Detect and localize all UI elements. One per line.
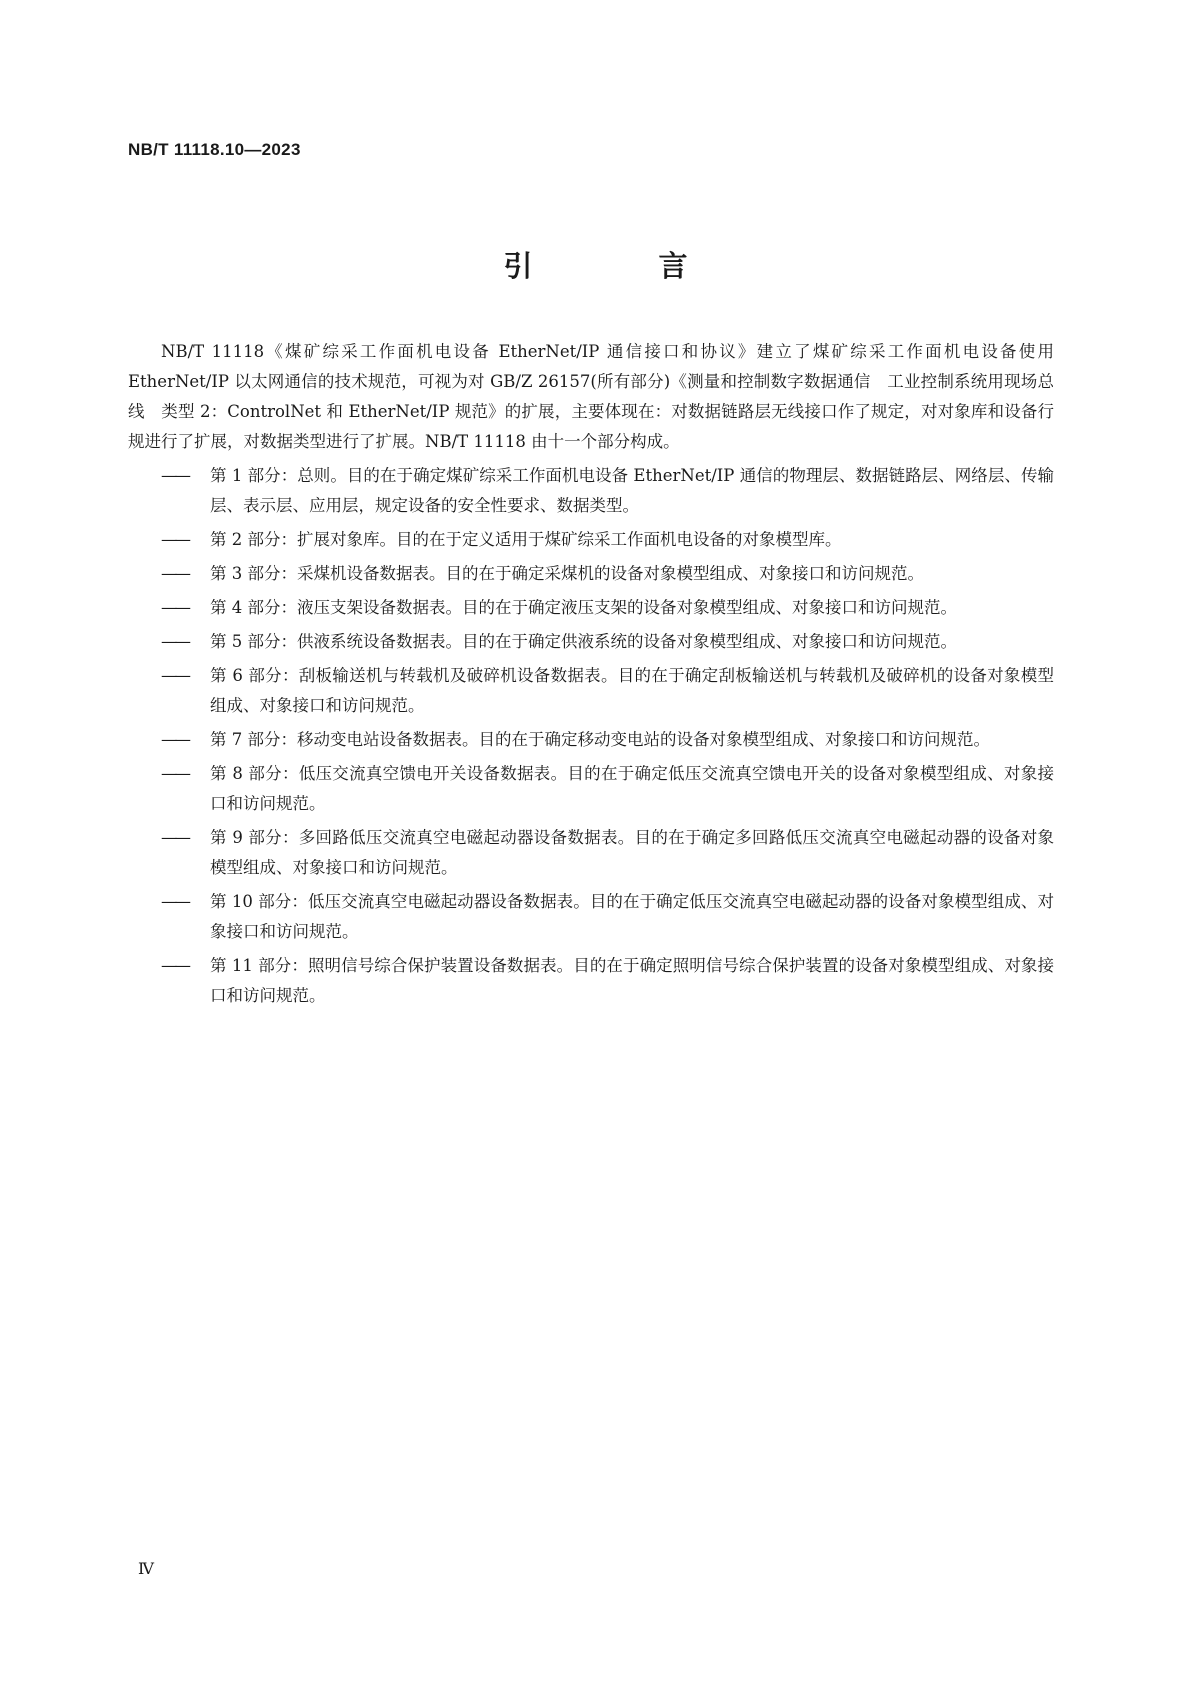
- part-text: 第 2 部分：扩展对象库。目的在于定义适用于煤矿综采工作面机电设备的对象模型库。: [210, 530, 842, 549]
- list-dash: ——: [161, 466, 188, 485]
- list-item: [128, 823, 1054, 883]
- page-number: Ⅳ: [138, 1559, 154, 1578]
- list-dash: ——: [161, 530, 188, 549]
- list-dash: ——: [161, 892, 188, 911]
- part-text: 第 4 部分：液压支架设备数据表。目的在于确定液压支架的设备对象模型组成、对象接口和访问规范。: [210, 598, 957, 617]
- list-item: [128, 593, 1054, 623]
- list-item: [128, 951, 1054, 1011]
- list-dash: ——: [161, 564, 188, 583]
- list-item: [128, 627, 1054, 657]
- list-item: [128, 725, 1054, 755]
- list-dash: ——: [161, 666, 188, 685]
- document-body: [128, 337, 1054, 1011]
- intro-paragraph: NB/T 11118《煤矿综采工作面机电设备 EtherNet/IP 通信接口和协议》建立了煤矿综采工作面机电设备使用 EtherNet/IP 以太网通信的技术规范，可视为对 GB/Z 26157(所有部分)《测量和控制数字数据通信 工业控制系统用现场总线 类型 2：ControlNet 和 EtherNet/IP 规范》的扩展，主要体现在：对数据链路层无线接口作了规定，对对象库和设备行规进行了扩展，对数据类型进行了扩展。NB/T 11118 由十一个部分构成。: [128, 342, 1054, 451]
- part-text: 第 6 部分：刮板输送机与转载机及破碎机设备数据表。目的在于确定刮板输送机与转载机及破碎机的设备对象模型组成、对象接口和访问规范。: [210, 666, 1054, 715]
- part-text: 第 3 部分：采煤机设备数据表。目的在于确定采煤机的设备对象模型组成、对象接口和访问规范。: [210, 564, 924, 583]
- list-item: [128, 525, 1054, 555]
- list-item: [128, 461, 1054, 521]
- list-item: [128, 661, 1054, 721]
- part-text: 第 11 部分：照明信号综合保护装置设备数据表。目的在于确定照明信号综合保护装置的设备对象模型组成、对象接口和访问规范。: [210, 956, 1054, 1005]
- list-dash: ——: [161, 632, 188, 651]
- list-dash: ——: [161, 956, 188, 975]
- list-item: [128, 759, 1054, 819]
- part-text: 第 8 部分：低压交流真空馈电开关设备数据表。目的在于确定低压交流真空馈电开关的设备对象模型组成、对象接口和访问规范。: [210, 764, 1054, 813]
- list-dash: ——: [161, 730, 188, 749]
- parts-list: [128, 461, 1054, 1011]
- part-text: 第 9 部分：多回路低压交流真空电磁起动器设备数据表。目的在于确定多回路低压交流真空电磁起动器的设备对象模型组成、对象接口和访问规范。: [210, 828, 1054, 877]
- list-dash: ——: [161, 598, 188, 617]
- list-dash: ——: [161, 764, 188, 783]
- part-text: 第 5 部分：供液系统设备数据表。目的在于确定供液系统的设备对象模型组成、对象接口和访问规范。: [210, 632, 957, 651]
- page-title: 引 言: [503, 249, 746, 283]
- part-text: 第 1 部分：总则。目的在于确定煤矿综采工作面机电设备 EtherNet/IP 通信的物理层、数据链路层、网络层、传输层、表示层、应用层，规定设备的安全性要求、数据类型。: [210, 466, 1054, 515]
- standard-code: NB/T 11118.10—2023: [128, 140, 301, 159]
- list-item: [128, 559, 1054, 589]
- part-text: 第 10 部分：低压交流真空电磁起动器设备数据表。目的在于确定低压交流真空电磁起动器的设备对象模型组成、对象接口和访问规范。: [210, 892, 1054, 941]
- list-dash: ——: [161, 828, 188, 847]
- list-item: [128, 887, 1054, 947]
- part-text: 第 7 部分：移动变电站设备数据表。目的在于确定移动变电站的设备对象模型组成、对象接口和访问规范。: [210, 730, 990, 749]
